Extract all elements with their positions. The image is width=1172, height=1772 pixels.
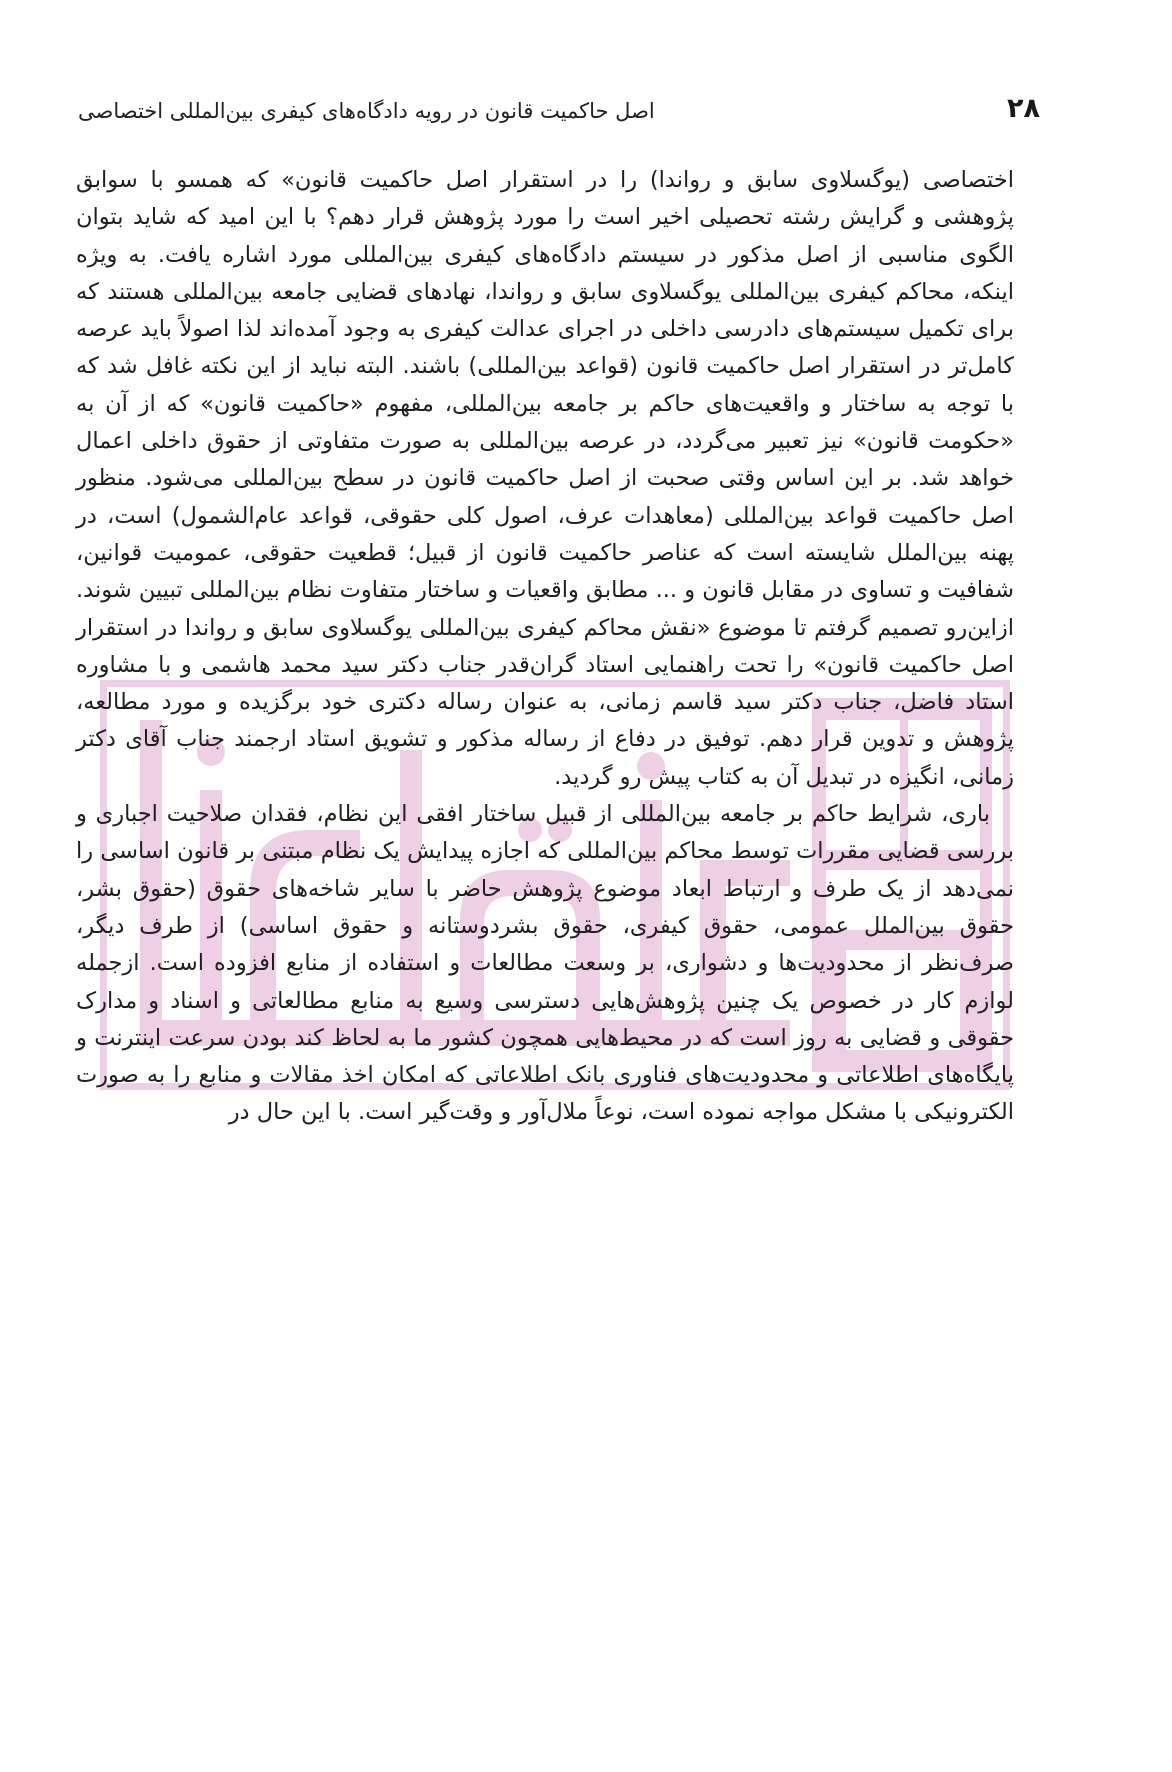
paragraph-2: باری، شرایط حاکم بر جامعه بین‌المللی از قبیل ساختار افقی این نظام، فقدان صلاحیت اجباری و بررسی قضایی مقررات توسط محاکم بین‌المللی که اجازه پیدایش یک نظام مبتنی بر قانون اساسی را نمی‌دهد از یک طرف و ارتباط ابعاد موضوع پژوهش حاضر با سایر شاخه‌های حقوق (حقوق بشر، حقوق بین‌الملل عمومی، حقوق کیفری، حقوق بشردوستانه و حقوق اساسی) از طرف دیگر، صرف‌نظر از محدودیت‌ها و دشواری، بر وسعت مطالعات و استفاده از منابع افزوده است. ازجمله لوازم کار در خصوص یک چنین پژوهش‌هایی دسترسی وسیع به منابع مطالعاتی و اسناد و مدارک حقوقی و قضایی به روز است که در محیط‌هایی همچون کشور ما به لحاظ کند بودن سرعت اینترنت و پایگاه‌های اطلاعاتی و محدودیت‌های فناوری بانک اطلاعاتی که امکان اخذ مقالات و منابع را به صورت الکترونیکی با مشکل مواجه نموده است، نوعاً ملال‌آور و وقت‌گیر است. با این حال در: [76, 801, 1014, 1126]
page-number: ۲۸: [1007, 93, 1040, 124]
page-header: [78, 88, 1040, 136]
body-text: [76, 162, 1014, 1132]
running-title: اصل حاکمیت قانون در رویه دادگاه‌های کیفری بین‌المللی اختصاصی: [78, 99, 655, 123]
paragraph-1: اختصاصی (یوگسلاوی سابق و رواندا) را در استقرار اصل حاکمیت قانون» که همسو با سوابق پژوهشی و گرایش رشته تحصیلی اخیر است را مورد پژوهش قرار دهم؟ با این امید که شاید بتوان الگوی مناسبی از اصل مذکور در سیستم دادگاه‌های کیفری بین‌المللی مورد اشاره یافت. به ویژه اینکه، محاکم کیفری بین‌المللی یوگسلاوی سابق و رواندا، نهادهای قضایی جامعه بین‌المللی هستند که برای تکمیل سیستم‌های دادرسی داخلی در اجرای عدالت کیفری به وجود آمده‌اند لذا اصولاً باید عرصه کامل‌تر در استقرار اصل حاکمیت قانون (قواعد بین‌المللی) باشند. البته نباید از این نکته غافل شد که با توجه به ساختار و واقعیت‌های حاکم بر جامعه بین‌المللی، مفهوم «حاکمیت قانون» که از آن به «حکومت قانون» نیز تعبیر می‌گردد، در عرصه بین‌المللی به صورت متفاوتی از حقوق داخلی اعمال خواهد شد. بر این اساس وقتی صحبت از اصل حاکمیت قانون در سطح بین‌المللی می‌شود. منظور اصل حاکمیت قواعد بین‌المللی (معاهدات عرف، اصول کلی حقوقی، قواعد عام‌الشمول) است، در پهنه بین‌الملل شایسته است که عناصر حاکمیت قانون از قبیل؛ قطعیت حقوقی، عمومیت قوانین، شفافیت و تساوی در مقابل قانون و ... مطابق واقعیات و ساختار متفاوت نظام بین‌المللی تبیین شوند. ازاین‌رو تصمیم گرفتم تا موضوع «نقش محاکم کیفری بین‌المللی یوگسلاوی سابق و رواندا در استقرار اصل حاکمیت قانون» را تحت راهنمایی استاد گران‌قدر جناب دکتر سید محمد هاشمی و با مشاوره استاد فاضل، جناب دکتر سید قاسم زمانی، به عنوان رساله دکتری خود برگزیده و مورد مطالعه، پژوهش و تدوین قرار دهم. توفیق در دفاع از رساله مذکور و تشویق استاد ارجمند جناب آقای دکتر زمانی، انگیزه در تبدیل آن به کتاب پیش رو گردید.: [76, 167, 1014, 790]
